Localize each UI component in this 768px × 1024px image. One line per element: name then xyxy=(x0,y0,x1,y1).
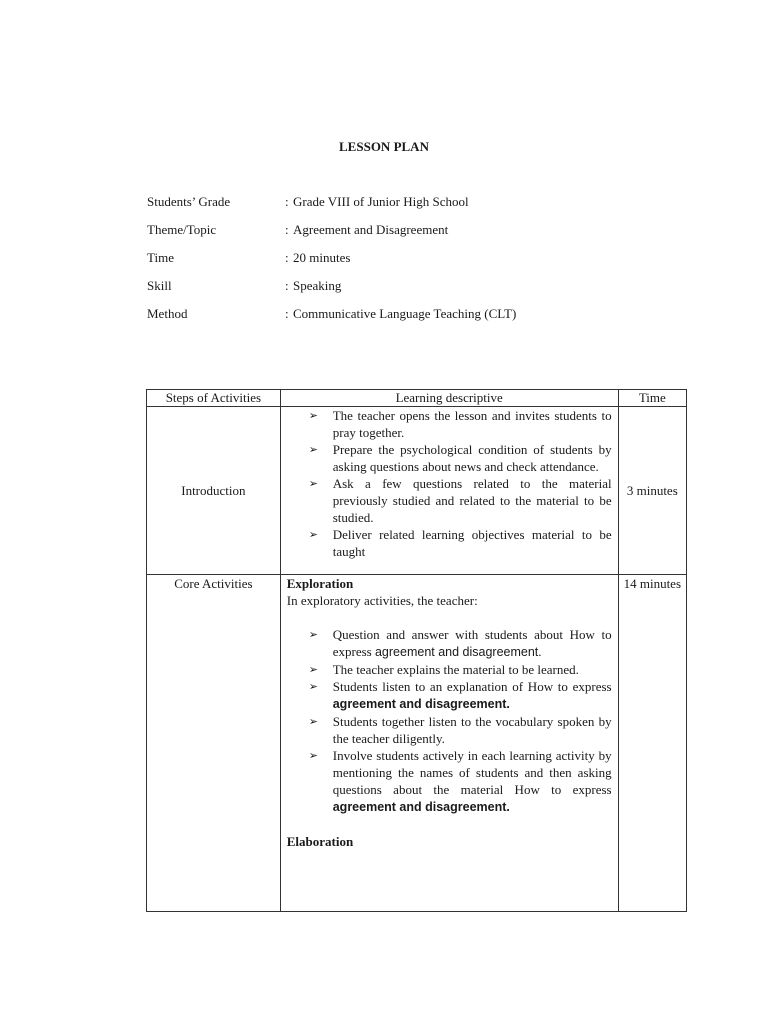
arrow-bullet-icon: ➢ xyxy=(308,680,318,693)
time-core-activities: 14 minutes xyxy=(618,575,686,912)
meta-separator: : xyxy=(285,278,289,293)
arrow-bullet-icon: ➢ xyxy=(308,749,318,762)
list-item: ➢ Ask a few questions related to the material previously studied and related to the material to be studied. xyxy=(308,476,612,525)
step-introduction: Introduction xyxy=(147,407,281,575)
table-row-core-activities xyxy=(147,575,687,912)
meta-value: Grade VIII of Junior High School xyxy=(293,194,469,209)
list-item: ➢ Students together listen to the vocabulary spoken by the teacher diligently. xyxy=(308,714,612,746)
meta-key: Time xyxy=(147,250,174,265)
table-row-introduction xyxy=(147,407,687,575)
meta-row-grade xyxy=(147,194,516,222)
list-item: ➢ Deliver related learning objectives material to be taught xyxy=(308,527,612,559)
meta-value: Speaking xyxy=(293,278,342,293)
meta-row-skill xyxy=(147,278,516,306)
header-steps: Steps of Activities xyxy=(147,390,281,407)
arrow-bullet-icon: ➢ xyxy=(308,443,318,456)
meta-separator: : xyxy=(285,306,289,321)
step-core-activities: Core Activities xyxy=(147,575,281,912)
arrow-bullet-icon: ➢ xyxy=(308,663,318,676)
arrow-bullet-icon: ➢ xyxy=(308,477,318,490)
list-item: ➢ Involve students actively in each learning activity by mentioning the names of students and then asking questions about the material How to express agreement and disagreement. xyxy=(308,748,612,814)
table-header-row xyxy=(147,390,687,407)
meta-separator: : xyxy=(285,194,289,209)
arrow-bullet-icon: ➢ xyxy=(308,409,318,422)
meta-key: Students’ Grade xyxy=(147,194,231,209)
lesson-metadata xyxy=(147,194,516,334)
activities-table xyxy=(146,389,687,912)
core-activities-description xyxy=(280,575,618,912)
list-item: ➢ The teacher explains the material to be learned. xyxy=(308,662,579,677)
elaboration-heading: Elaboration xyxy=(286,834,354,849)
meta-separator: : xyxy=(285,250,289,265)
time-introduction: 3 minutes xyxy=(618,407,686,575)
meta-row-topic xyxy=(147,222,516,250)
arrow-bullet-icon: ➢ xyxy=(308,628,318,641)
meta-row-time xyxy=(147,250,516,278)
exploration-intro: In exploratory activities, the teacher: xyxy=(286,593,478,608)
document-title: LESSON PLAN xyxy=(339,139,429,154)
meta-key: Skill xyxy=(147,278,172,293)
meta-key: Method xyxy=(147,306,188,321)
meta-value: 20 minutes xyxy=(293,250,351,265)
list-item: ➢ The teacher opens the lesson and invites students to pray together. xyxy=(308,408,612,440)
list-item: ➢ Students listen to an explanation of How to express agreement and disagreement. xyxy=(308,679,612,711)
header-time: Time xyxy=(618,390,686,407)
list-item: ➢ Question and answer with students about How to express agreement and disagreement. xyxy=(308,627,612,659)
arrow-bullet-icon: ➢ xyxy=(308,528,318,541)
arrow-bullet-icon: ➢ xyxy=(308,715,318,728)
meta-value: Agreement and Disagreement xyxy=(293,222,449,237)
meta-key: Theme/Topic xyxy=(147,222,217,237)
meta-value: Communicative Language Teaching (CLT) xyxy=(293,306,517,321)
meta-row-method xyxy=(147,306,516,334)
header-learning-descriptive: Learning descriptive xyxy=(280,390,618,407)
meta-separator: : xyxy=(285,222,289,237)
introduction-description xyxy=(280,407,618,575)
list-item: ➢ Prepare the psychological condition of students by asking questions about news and check attendance. xyxy=(308,442,612,474)
exploration-heading: Exploration xyxy=(286,576,354,591)
